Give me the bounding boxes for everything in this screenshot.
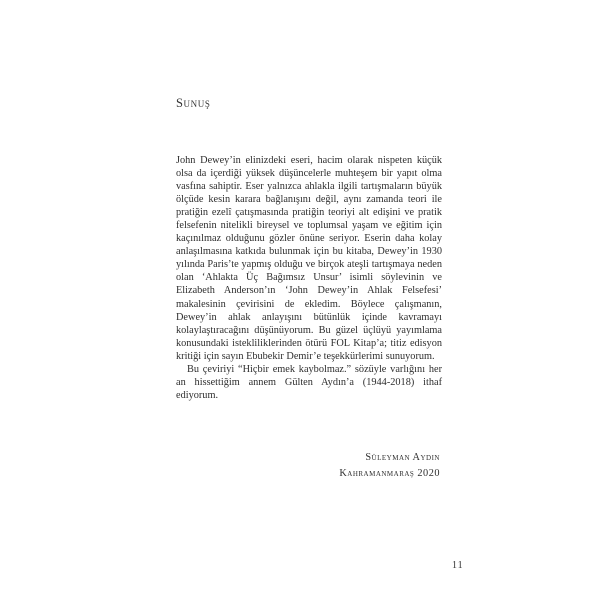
- place-year: Kahramanmaraş 2020: [339, 468, 440, 479]
- paragraph-1: John Dewey’in elinizdeki eseri, hacim olarak nispeten küçük olsa da içerdiği yüksek düşüncelerle muhteşem bir yapıt olma vasfına sahiptir. Eser yalnızca ahlakla ilgili tartışmaların büyük ölçüde kesin karara bağlanışını değil, aynı zamanda teori ile pratiğin ezelî çatışmasında pratiğin teoriyi alt edişini ve pratik felsefenin nitelikli bireysel ve toplumsal yaşam ve eğitim için kaçınılmaz olduğunu gözler önüne seriyor. Eserin daha kolay anlaşılmasına katkıda bulunmak için bu kitaba, Dewey’in 1930 yılında Paris’te yapmış olduğu ve birçok ateşli tartışmaya neden olan ‘Ahlakta Üç Bağımsız Unsur’ isimli söylevinin ve Elizabeth Anderson’ın ‘John Dewey’in Ahlak Felsefesi’ makalesinin çevirisini de ekledim. Böylece çalışmanın, Dewey’in ahlak anlayışını bütünlük içinde kavramayı kolaylaştıracağını düşünüyorum. Bu güzel üçlüyü yayımlama konusundaki istekliliklerinden ötürü FOL Kitap’a; titiz edisyon kritiği için sayın Ebubekir Demir’e teşekkürlerimi sunuyorum.: [176, 155, 442, 362]
- page-number: 11: [452, 560, 464, 571]
- author-name: Süleyman Aydın: [365, 452, 440, 463]
- body-text: [176, 154, 442, 402]
- page-heading: Sunuş: [176, 96, 211, 110]
- paragraph-2: Bu çeviriyi “Hiçbir emek kaybolmaz.” sözüyle varlığını her an hissettiğim annem Gülten Aydın’a (1944-2018) ithaf ediyorum.: [176, 363, 442, 401]
- signature-block: [339, 450, 440, 482]
